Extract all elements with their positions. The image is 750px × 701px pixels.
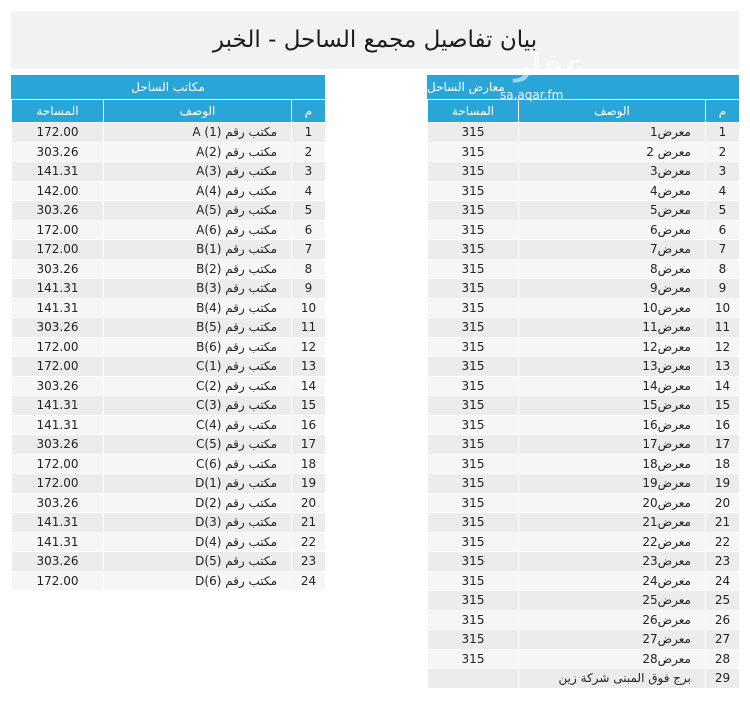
cell-area: 315 (428, 279, 519, 299)
cell-area: 303.26 (12, 201, 104, 221)
cell-desc: مكتب رقم (5)A (104, 201, 292, 221)
cell-area: 315 (428, 493, 519, 513)
cell-area: 141.31 (12, 513, 104, 533)
cell-area: 172.00 (12, 337, 104, 357)
cell-num: 1 (706, 123, 740, 143)
cell-area: 315 (428, 552, 519, 572)
offices-col-desc: الوصف (104, 100, 292, 123)
table-row (12, 513, 326, 533)
cell-desc: مكتب رقم (4)A (104, 181, 292, 201)
cell-num: 13 (292, 357, 326, 377)
cell-desc: معرض7 (519, 240, 706, 260)
cell-num: 22 (292, 532, 326, 552)
cell-area: 315 (428, 162, 519, 182)
cell-num: 24 (292, 571, 326, 591)
cell-desc: معرض21 (519, 513, 706, 533)
cell-area: 315 (428, 181, 519, 201)
table-row (12, 201, 326, 221)
showrooms-table-body (428, 123, 740, 689)
cell-area: 142.00 (12, 181, 104, 201)
cell-desc: مكتب رقم (5)C (104, 435, 292, 455)
showrooms-col-desc: الوصف (519, 100, 706, 123)
cell-desc: مكتب رقم (2)A (104, 142, 292, 162)
cell-area: 303.26 (12, 259, 104, 279)
offices-header: مكاتب الساحل (11, 75, 325, 99)
cell-area: 315 (428, 357, 519, 377)
cell-area: 315 (428, 376, 519, 396)
showrooms-table (427, 99, 740, 689)
table-row (12, 259, 326, 279)
cell-desc: معرض28 (519, 649, 706, 669)
cell-desc: مكتب رقم (1)B (104, 240, 292, 260)
showrooms-panel (427, 75, 739, 689)
cell-desc: معرض3 (519, 162, 706, 182)
table-row (428, 259, 740, 279)
cell-area: 315 (428, 318, 519, 338)
cell-area: 303.26 (12, 142, 104, 162)
table-row (12, 571, 326, 591)
table-row (428, 142, 740, 162)
cell-num: 3 (706, 162, 740, 182)
table-row (12, 279, 326, 299)
cell-area (428, 669, 519, 689)
cell-area: 315 (428, 532, 519, 552)
table-row (428, 571, 740, 591)
cell-area: 315 (428, 513, 519, 533)
cell-area: 303.26 (12, 435, 104, 455)
cell-desc: معرض1 (519, 123, 706, 143)
cell-desc: مكتب رقم (4)B (104, 298, 292, 318)
table-row (12, 376, 326, 396)
cell-num: 23 (292, 552, 326, 572)
cell-num: 19 (292, 474, 326, 494)
cell-desc: معرض27 (519, 630, 706, 650)
cell-num: 7 (292, 240, 326, 260)
cell-area: 303.26 (12, 318, 104, 338)
table-row (428, 454, 740, 474)
cell-desc: معرض4 (519, 181, 706, 201)
cell-num: 2 (706, 142, 740, 162)
cell-area: 315 (428, 123, 519, 143)
table-row (12, 337, 326, 357)
cell-num: 8 (292, 259, 326, 279)
watermark-brand: عقار (514, 48, 585, 83)
cell-desc: معرض12 (519, 337, 706, 357)
cell-desc: مكتب رقم (3)C (104, 396, 292, 416)
table-row (428, 298, 740, 318)
offices-col-num: م (292, 100, 326, 123)
table-row (12, 162, 326, 182)
cell-desc: مكتب رقم (6)A (104, 220, 292, 240)
cell-desc: معرض15 (519, 396, 706, 416)
cell-num: 12 (706, 337, 740, 357)
cell-area: 315 (428, 240, 519, 260)
cell-area: 303.26 (12, 552, 104, 572)
cell-area: 141.31 (12, 532, 104, 552)
cell-desc: معرض9 (519, 279, 706, 299)
cell-area: 315 (428, 298, 519, 318)
cell-desc: برج فوق المبنى شركة زين (519, 669, 706, 689)
table-row (12, 220, 326, 240)
showrooms-header: معارض الساحل (427, 75, 739, 99)
table-row (12, 318, 326, 338)
cell-num: 6 (706, 220, 740, 240)
table-row (428, 532, 740, 552)
cell-area: 315 (428, 649, 519, 669)
cell-num: 20 (706, 493, 740, 513)
table-row (12, 415, 326, 435)
cell-desc: معرض26 (519, 610, 706, 630)
table-row (428, 220, 740, 240)
cell-area: 172.00 (12, 474, 104, 494)
table-row (428, 591, 740, 611)
cell-desc: معرض10 (519, 298, 706, 318)
offices-table-body (12, 123, 326, 591)
cell-num: 7 (706, 240, 740, 260)
cell-num: 13 (706, 357, 740, 377)
cell-area: 303.26 (12, 493, 104, 513)
cell-num: 17 (292, 435, 326, 455)
cell-desc: معرض24 (519, 571, 706, 591)
cell-num: 11 (706, 318, 740, 338)
cell-area: 315 (428, 142, 519, 162)
cell-desc: معرض20 (519, 493, 706, 513)
table-row (428, 279, 740, 299)
cell-num: 1 (292, 123, 326, 143)
cell-area: 303.26 (12, 376, 104, 396)
cell-num: 6 (292, 220, 326, 240)
cell-desc: مكتب رقم (5)D (104, 552, 292, 572)
offices-col-area: المساحة (12, 100, 104, 123)
cell-num: 21 (292, 513, 326, 533)
cell-desc: مكتب رقم (4)D (104, 532, 292, 552)
cell-num: 14 (292, 376, 326, 396)
cell-desc: معرض22 (519, 532, 706, 552)
cell-num: 3 (292, 162, 326, 182)
cell-num: 9 (292, 279, 326, 299)
cell-area: 315 (428, 474, 519, 494)
table-row (428, 513, 740, 533)
cell-desc: معرض 2 (519, 142, 706, 162)
cell-num: 18 (706, 454, 740, 474)
cell-desc: مكتب رقم (2)C (104, 376, 292, 396)
cell-area: 315 (428, 201, 519, 221)
table-row (428, 123, 740, 143)
cell-num: 2 (292, 142, 326, 162)
cell-num: 12 (292, 337, 326, 357)
cell-area: 172.00 (12, 571, 104, 591)
table-row (428, 357, 740, 377)
cell-area: 141.31 (12, 298, 104, 318)
cell-desc: مكتب رقم (2)B (104, 259, 292, 279)
cell-num: 4 (292, 181, 326, 201)
cell-desc: معرض18 (519, 454, 706, 474)
cell-desc: مكتب رقم (4)C (104, 415, 292, 435)
cell-desc: مكتب رقم (3)D (104, 513, 292, 533)
showrooms-col-num: م (706, 100, 740, 123)
cell-desc: مكتب رقم (1) A (104, 123, 292, 143)
cell-desc: مكتب رقم (1)D (104, 474, 292, 494)
cell-num: 14 (706, 376, 740, 396)
cell-desc: مكتب رقم (3)B (104, 279, 292, 299)
showrooms-table-header-row (428, 100, 740, 123)
cell-num: 10 (706, 298, 740, 318)
table-row (12, 532, 326, 552)
cell-desc: مكتب رقم (2)D (104, 493, 292, 513)
cell-area: 315 (428, 630, 519, 650)
cell-desc: معرض13 (519, 357, 706, 377)
cell-num: 16 (292, 415, 326, 435)
table-row (428, 240, 740, 260)
table-row (12, 474, 326, 494)
cell-num: 21 (706, 513, 740, 533)
cell-num: 5 (292, 201, 326, 221)
cell-desc: مكتب رقم (6)D (104, 571, 292, 591)
table-row (12, 435, 326, 455)
table-row (428, 610, 740, 630)
table-row (12, 181, 326, 201)
cell-num: 29 (706, 669, 740, 689)
cell-num: 18 (292, 454, 326, 474)
cell-desc: مكتب رقم (6)C (104, 454, 292, 474)
table-row (428, 552, 740, 572)
cell-num: 28 (706, 649, 740, 669)
cell-num: 23 (706, 552, 740, 572)
table-row (428, 396, 740, 416)
cell-area: 141.31 (12, 279, 104, 299)
table-row (428, 201, 740, 221)
cell-area: 315 (428, 415, 519, 435)
cell-desc: معرض25 (519, 591, 706, 611)
table-row (428, 435, 740, 455)
cell-num: 9 (706, 279, 740, 299)
table-row (428, 318, 740, 338)
cell-area: 315 (428, 259, 519, 279)
cell-area: 172.00 (12, 357, 104, 377)
cell-num: 27 (706, 630, 740, 650)
cell-area: 315 (428, 396, 519, 416)
table-row (12, 240, 326, 260)
table-row (428, 415, 740, 435)
cell-num: 26 (706, 610, 740, 630)
table-row (12, 552, 326, 572)
cell-desc: معرض23 (519, 552, 706, 572)
cell-desc: معرض14 (519, 376, 706, 396)
cell-num: 15 (706, 396, 740, 416)
table-row (12, 298, 326, 318)
cell-desc: معرض16 (519, 415, 706, 435)
cell-desc: مكتب رقم (6)B (104, 337, 292, 357)
cell-desc: مكتب رقم (3)A (104, 162, 292, 182)
cell-area: 315 (428, 591, 519, 611)
cell-desc: مكتب رقم (5)B (104, 318, 292, 338)
cell-area: 172.00 (12, 454, 104, 474)
cell-desc: معرض5 (519, 201, 706, 221)
offices-table-header-row (12, 100, 326, 123)
cell-num: 11 (292, 318, 326, 338)
cell-num: 24 (706, 571, 740, 591)
table-row (428, 669, 740, 689)
cell-num: 19 (706, 474, 740, 494)
table-row (428, 493, 740, 513)
table-row (428, 337, 740, 357)
cell-num: 17 (706, 435, 740, 455)
cell-area: 172.00 (12, 240, 104, 260)
watermark-url: sa.aqar.fm (500, 88, 564, 102)
cell-num: 22 (706, 532, 740, 552)
cell-desc: معرض11 (519, 318, 706, 338)
cell-desc: معرض8 (519, 259, 706, 279)
cell-area: 172.00 (12, 220, 104, 240)
table-row (12, 357, 326, 377)
table-row (12, 142, 326, 162)
cell-num: 25 (706, 591, 740, 611)
cell-area: 315 (428, 435, 519, 455)
offices-table (11, 99, 326, 591)
offices-panel (11, 75, 325, 591)
cell-desc: مكتب رقم (1)C (104, 357, 292, 377)
table-row (12, 123, 326, 143)
cell-area: 141.31 (12, 396, 104, 416)
table-row (12, 454, 326, 474)
cell-desc: معرض19 (519, 474, 706, 494)
cell-desc: معرض17 (519, 435, 706, 455)
cell-num: 4 (706, 181, 740, 201)
cell-area: 315 (428, 337, 519, 357)
table-row (428, 474, 740, 494)
cell-area: 315 (428, 610, 519, 630)
cell-area: 141.31 (12, 415, 104, 435)
table-row (12, 396, 326, 416)
cell-area: 172.00 (12, 123, 104, 143)
table-row (428, 649, 740, 669)
cell-desc: معرض6 (519, 220, 706, 240)
cell-num: 10 (292, 298, 326, 318)
cell-area: 315 (428, 454, 519, 474)
cell-num: 16 (706, 415, 740, 435)
cell-num: 5 (706, 201, 740, 221)
table-row (12, 493, 326, 513)
showrooms-col-area: المساحة (428, 100, 519, 123)
cell-area: 315 (428, 220, 519, 240)
cell-num: 20 (292, 493, 326, 513)
cell-area: 141.31 (12, 162, 104, 182)
table-row (428, 162, 740, 182)
cell-area: 315 (428, 571, 519, 591)
table-row (428, 181, 740, 201)
table-row (428, 630, 740, 650)
cell-num: 8 (706, 259, 740, 279)
table-row (428, 376, 740, 396)
cell-num: 15 (292, 396, 326, 416)
page-title: بيان تفاصيل مجمع الساحل - الخبر (11, 11, 739, 69)
